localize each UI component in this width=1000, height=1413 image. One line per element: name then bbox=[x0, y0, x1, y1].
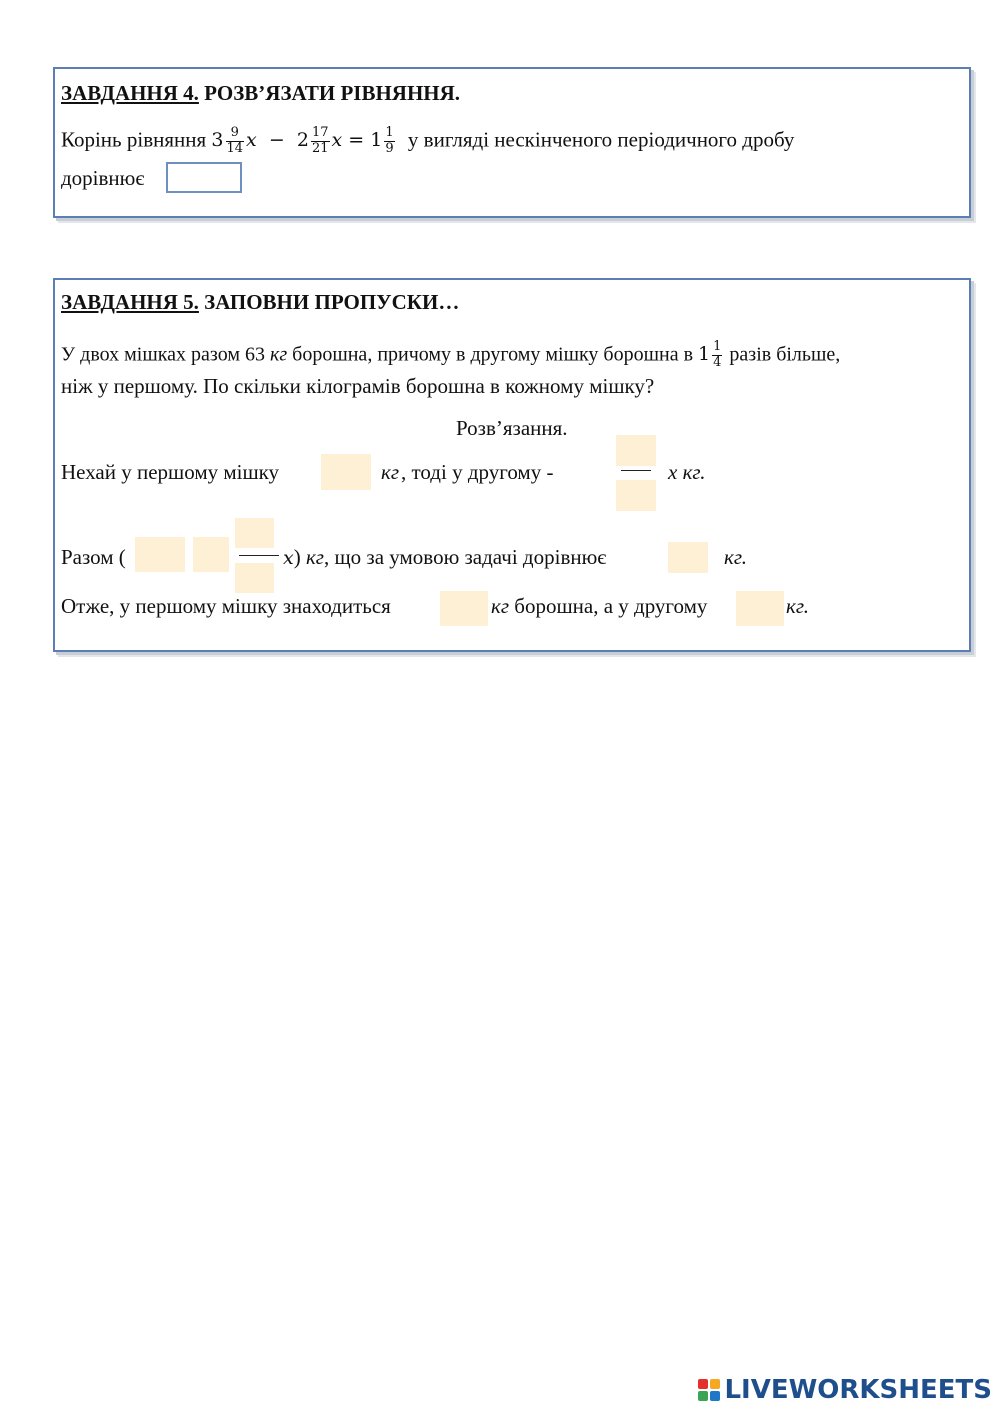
first-bag-blank[interactable] bbox=[321, 454, 371, 490]
line-2-text-e: кг. bbox=[724, 545, 747, 569]
line-3-text-b bbox=[491, 596, 707, 617]
task-5-heading bbox=[61, 292, 459, 313]
variable-x: x bbox=[246, 129, 257, 152]
second-bag-numerator-blank[interactable] bbox=[616, 435, 656, 466]
line-1-unit-kg: кг bbox=[381, 460, 400, 484]
term-a-denominator: 14 bbox=[226, 140, 244, 156]
task-5-panel bbox=[53, 278, 971, 652]
variable-x: x bbox=[331, 129, 343, 152]
term-c-fraction bbox=[384, 126, 394, 157]
second-bag-denominator-blank[interactable] bbox=[616, 480, 656, 511]
logo-mark-icon bbox=[698, 1379, 720, 1401]
term-c-whole: 1 bbox=[370, 129, 383, 152]
term-b-whole: 2 bbox=[296, 129, 309, 152]
ratio-whole: 1 bbox=[698, 343, 711, 366]
line-2-text-a: Разом ( bbox=[61, 545, 126, 569]
problem-text-c: разів більше, bbox=[729, 343, 841, 366]
line-3-text-a: Отже, у першому мішку знаходиться bbox=[61, 594, 391, 618]
term-c-numerator: 1 bbox=[385, 125, 394, 140]
task-4-equation-line bbox=[61, 126, 794, 157]
equation bbox=[211, 125, 402, 156]
second-bag-fraction-bar bbox=[621, 470, 651, 471]
line-1-text-c: x кг. bbox=[668, 460, 706, 484]
task-4-heading bbox=[61, 83, 460, 104]
line-3-text-c: кг. bbox=[786, 594, 809, 618]
term-b-denominator: 21 bbox=[311, 140, 329, 156]
line-2-close-paren: ) bbox=[293, 545, 301, 569]
problem-line-1 bbox=[61, 340, 840, 371]
sum-numerator-blank[interactable] bbox=[235, 518, 274, 548]
task-4-title: РОЗВ’ЯЗАТИ РІВНЯННЯ. bbox=[198, 81, 461, 105]
problem-text-b: борошна, причому в другому мішку борошна в bbox=[292, 343, 694, 366]
ratio bbox=[698, 339, 724, 370]
task-5-title: ЗАПОВНИ ПРОПУСКИ… bbox=[198, 290, 460, 314]
ratio-denominator: 4 bbox=[713, 354, 722, 370]
term-a-whole: 3 bbox=[211, 129, 224, 152]
equation-tail: у вигляді нескінченого періодичного дробу bbox=[407, 127, 795, 152]
line-1-text-a: Нехай у першому мішку bbox=[61, 460, 280, 484]
problem-text-a: У двох мішках разом 63 bbox=[61, 343, 265, 366]
line-2-variable-x: x bbox=[283, 547, 294, 569]
ratio-fraction bbox=[712, 340, 722, 371]
term-c-denominator: 9 bbox=[385, 140, 394, 156]
answer-first-bag-blank[interactable] bbox=[440, 591, 488, 626]
task-4-panel bbox=[53, 67, 971, 218]
task-4-answer-label: дорівнює bbox=[61, 166, 145, 190]
minus-sign: − bbox=[268, 129, 285, 152]
brand-name: LIVEWORKSHEETS bbox=[724, 1375, 992, 1405]
sum-sign-blank[interactable] bbox=[193, 537, 229, 572]
sum-term-blank[interactable] bbox=[135, 537, 185, 572]
term-a-numerator: 9 bbox=[226, 126, 245, 142]
task-5-number: ЗАВДАННЯ 5. bbox=[61, 290, 199, 314]
problem-line-2: ніж у першому. По скільки кілограмів борошна в кожному мішку? bbox=[61, 374, 655, 398]
equation-intro: Корінь рівняння bbox=[61, 127, 207, 152]
sum-denominator-blank[interactable] bbox=[235, 563, 274, 593]
term-a-fraction bbox=[226, 126, 245, 157]
line-2-text-d: , що за умовою задачі дорівнює bbox=[324, 545, 607, 569]
total-blank[interactable] bbox=[668, 542, 708, 573]
line-3-text-b-rest: борошна, а у другому bbox=[514, 594, 708, 618]
liveworksheets-logo bbox=[698, 1375, 992, 1405]
line-1-text-b: , тоді у другому - bbox=[401, 460, 554, 484]
answer-second-bag-blank[interactable] bbox=[736, 591, 784, 626]
sum-fraction-bar bbox=[239, 555, 279, 556]
term-b-numerator: 17 bbox=[311, 125, 329, 140]
task-4-answer-input[interactable] bbox=[166, 162, 242, 193]
problem-unit-kg: кг bbox=[269, 343, 288, 366]
solution-heading: Розв’язання. bbox=[456, 416, 568, 440]
term-b-fraction bbox=[311, 126, 330, 157]
ratio-numerator: 1 bbox=[713, 339, 722, 354]
line-2-unit-kg: кг bbox=[305, 545, 324, 569]
line-3-unit-kg: кг bbox=[491, 594, 510, 618]
task-4-number: ЗАВДАННЯ 4. bbox=[61, 81, 199, 105]
equals-sign: = bbox=[348, 129, 365, 152]
line-2-text-b bbox=[283, 547, 606, 568]
